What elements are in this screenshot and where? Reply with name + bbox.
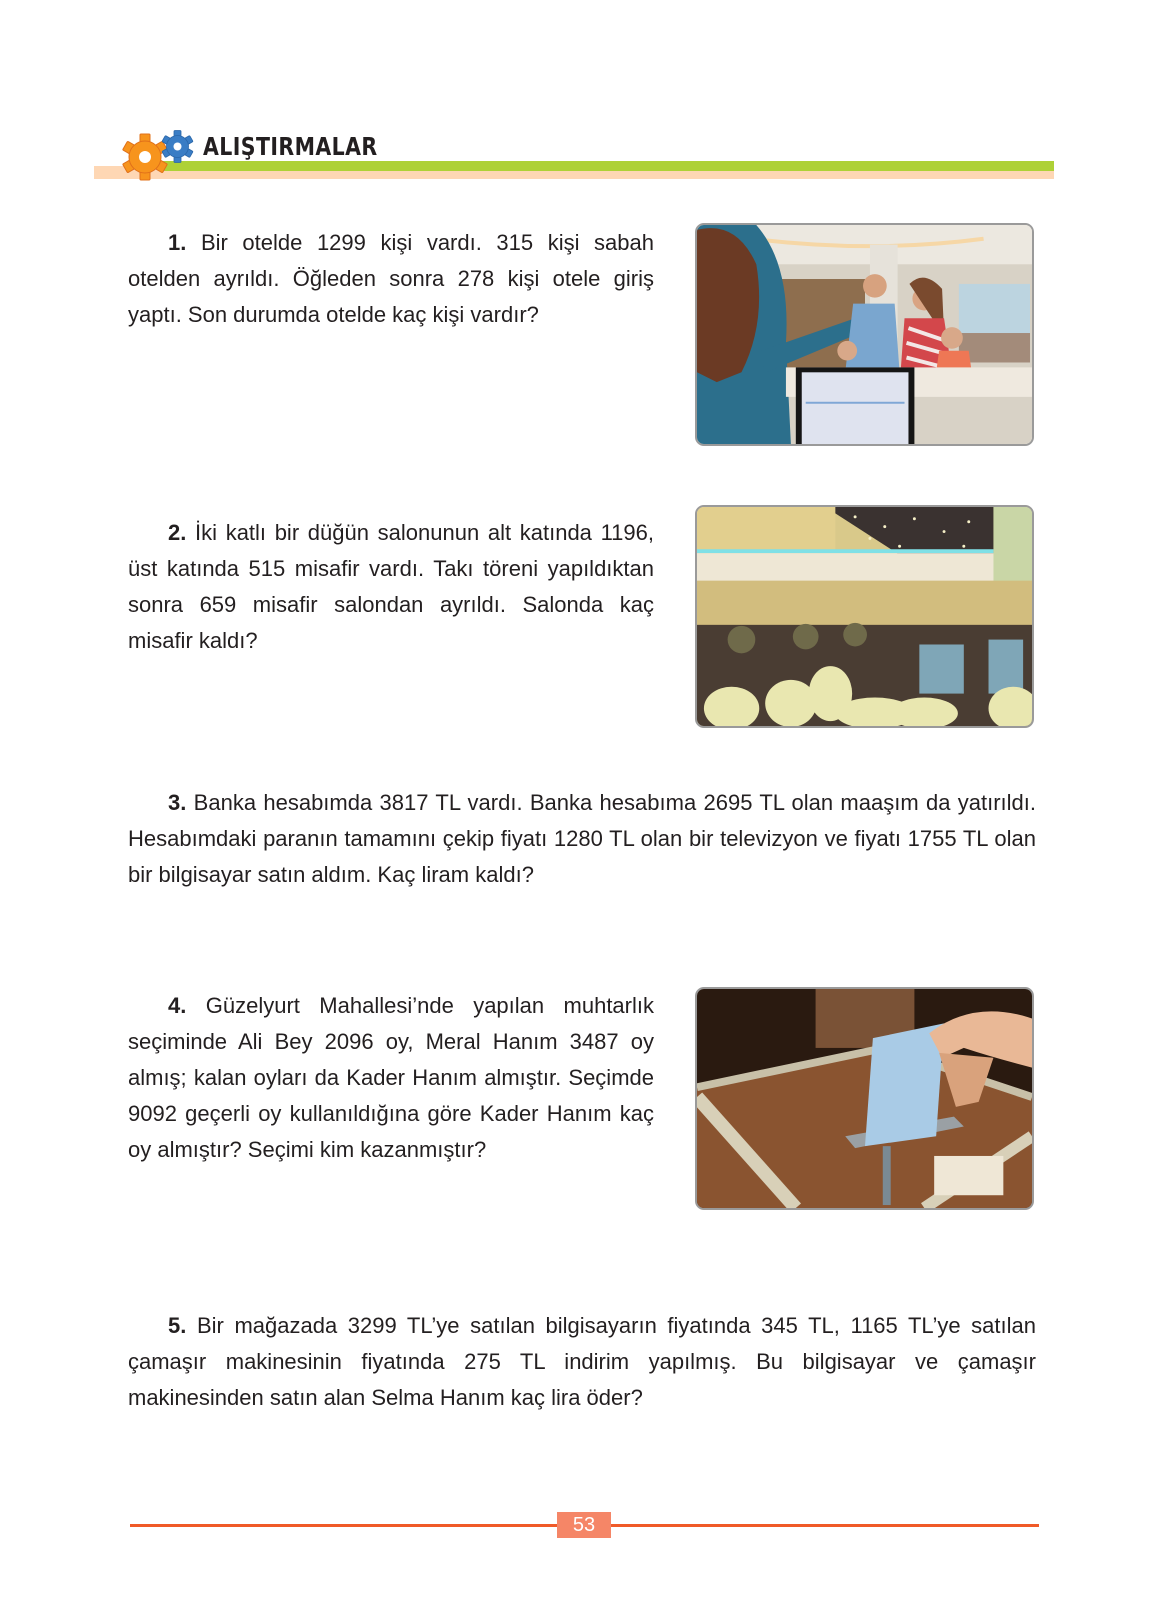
section-title: ALIŞTIRMALAR: [203, 132, 378, 161]
exercise-number: 5.: [168, 1313, 187, 1338]
exercise-text: Güzelyurt Mahallesi’nde yapılan muhtarlık seçiminde Ali Bey 2096 oy, Meral Hanım 3487 oy almış; kalan oyları da Kader Hanım almıştır. Seçimde 9092 geçerli oy kullanıldığına göre Kader Hanım kaç oy almıştır? Seçimi kim kazanmıştır?: [128, 993, 654, 1162]
ballot-box-photo: [695, 987, 1034, 1210]
exercise-4: [128, 988, 654, 1168]
exercise-3: [128, 785, 1036, 893]
hotel-reception-photo: [695, 223, 1034, 446]
exercise-number: 4.: [168, 993, 187, 1018]
exercise-text: Bir otelde 1299 kişi vardı. 315 kişi sabah otelden ayrıldı. Öğleden sonra 278 kişi otele giriş yaptı. Son durumda otelde kaç kişi vardır?: [128, 230, 654, 327]
footer-rule-right: [611, 1524, 1039, 1527]
exercise-number: 1.: [168, 230, 187, 255]
exercise-5: [128, 1308, 1036, 1416]
exercise-text: Banka hesabımda 3817 TL vardı. Banka hesabıma 2695 TL olan maaşım da yatırıldı. Hesabımdaki paranın tamamını çekip fiyatı 1280 TL olan bir televizyon ve fiyatı 1755 TL olan bir bilgisayar satın aldım. Kaç liram kaldı?: [128, 790, 1036, 887]
gear-blue-icon: [161, 130, 194, 163]
wedding-hall-photo: [695, 505, 1034, 728]
exercise-text: Bir mağazada 3299 TL’ye satılan bilgisayarın fiyatında 345 TL, 1165 TL’ye satılan çamaşır makinesinin fiyatında 275 TL indirim yapılmış. Bu bilgisayar ve çamaşır makinesinden satın alan Selma Hanım kaç lira öder?: [128, 1313, 1036, 1410]
page-number: 53: [557, 1512, 611, 1538]
exercise-number: 3.: [168, 790, 187, 815]
exercise-number: 2.: [168, 520, 187, 545]
exercise-2: [128, 515, 654, 659]
footer-rule-left: [130, 1524, 557, 1527]
exercise-text: İki katlı bir düğün salonunun alt katında 1196, üst katında 515 misafir vardı. Takı töreni yapıldıktan sonra 659 misafir salondan ayrıldı. Salonda kaç misafir kaldı?: [128, 520, 654, 653]
header-green-band: [160, 161, 1054, 171]
exercise-1: [128, 225, 654, 333]
